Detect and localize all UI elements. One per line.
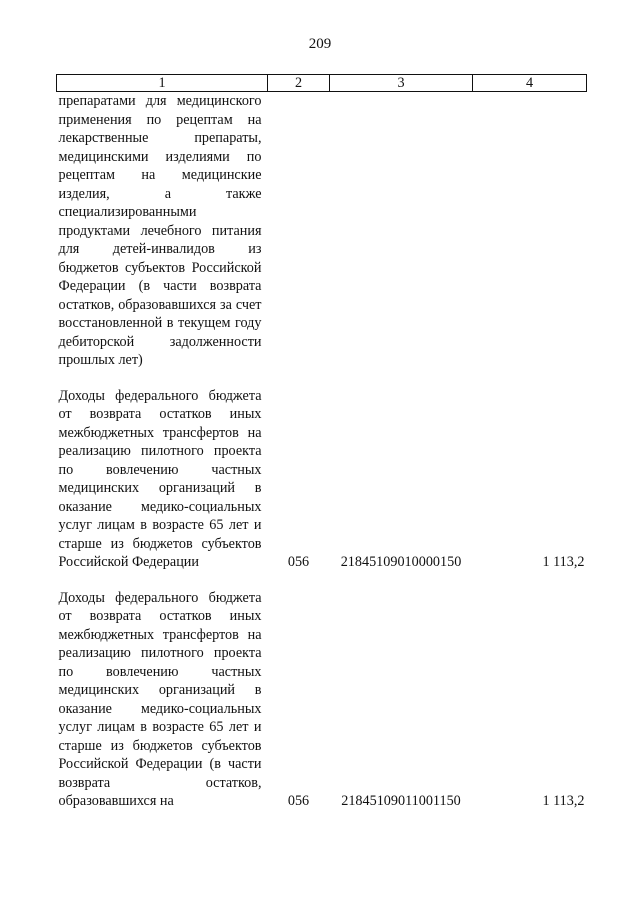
row-kbk: 21845109010000150 xyxy=(340,554,462,570)
column-header-1: 1 xyxy=(57,75,268,92)
column-header-2: 2 xyxy=(268,75,330,92)
table-header-row xyxy=(57,75,587,92)
row-code: 056 xyxy=(287,554,310,570)
table-row xyxy=(57,589,587,811)
column-header-4: 4 xyxy=(473,75,587,92)
row-kbk xyxy=(330,92,473,370)
row-kbk: 21845109011001150 xyxy=(341,793,461,809)
budget-table xyxy=(56,74,587,811)
row-code xyxy=(268,92,330,370)
row-description: Доходы федерального бюджета от возврата остатков иных межбюджетных трансфертов на реализацию пилотного проекта по вовлечению частных медицинских организаций в оказание медико-социальных услуг лицам в возрасте 65 лет и старше из бюджетов субъектов Российской Федерации xyxy=(58,387,262,570)
row-code: 056 xyxy=(287,793,310,809)
row-amount xyxy=(473,92,587,370)
row-amount: 1 113,2 xyxy=(542,793,585,809)
row-amount: 1 113,2 xyxy=(542,554,585,570)
table-row xyxy=(57,92,587,370)
column-header-3: 3 xyxy=(330,75,473,92)
row-description: Доходы федерального бюджета от возврата остатков иных межбюджетных трансфертов на реализацию пилотного проекта по вовлечению частных медицинских организаций в оказание медико-социальных услуг лицам в возрасте 65 лет и старше из бюджетов субъектов Российской Федерации (в части возврата остатков, образовавшихся на xyxy=(58,589,262,809)
row-spacer xyxy=(57,572,587,589)
page-number: 209 xyxy=(308,36,332,52)
row-spacer xyxy=(57,370,587,387)
table-row xyxy=(57,387,587,572)
row-description: препаратами для медицинского применения по рецептам на лекарственные препараты, медицинскими изделиями по рецептам на медицинские изделия, а также специализированными продуктами лечебного питания для детей-инвалидов из бюджетов субъектов Российской Федерации (в части возврата остатков, образовавшихся за счет восстановленной в текущем году дебиторской задолженности прошлых лет) xyxy=(58,93,262,368)
